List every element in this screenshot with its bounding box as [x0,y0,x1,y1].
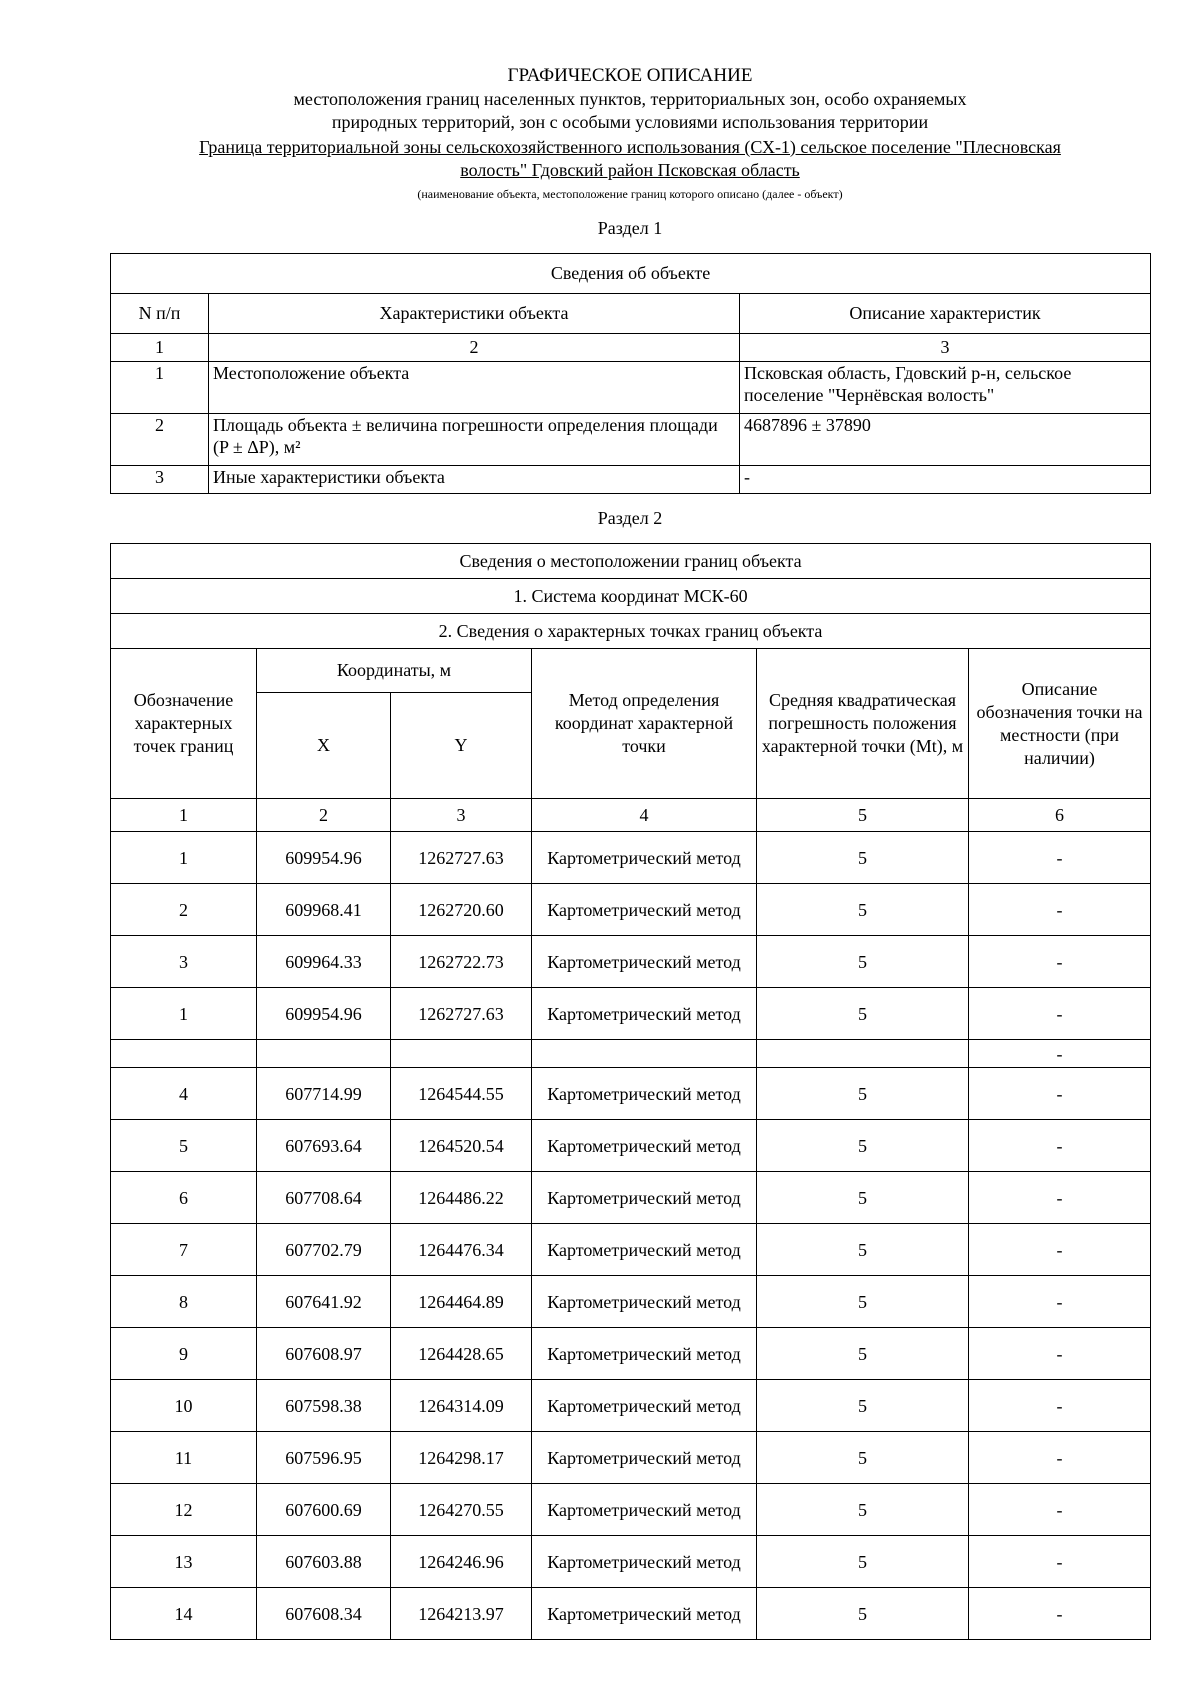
coord-x: 609954.96 [257,988,391,1040]
point-description: - [969,1484,1151,1536]
method: Картометрический метод [532,1536,757,1588]
row-number: 2 [111,414,209,466]
coord-y: 1264428.65 [391,1328,532,1380]
table-row [111,1276,1151,1328]
point-description: - [969,936,1151,988]
point-description: - [969,884,1151,936]
table-row [111,1172,1151,1224]
column-number: 2 [257,799,391,832]
method: Картометрический метод [532,988,757,1040]
table-row [111,1040,1151,1068]
table-row [111,466,1151,494]
row-characteristic: Площадь объекта ± величина погрешности определения площади (P ± ΔP), м² [209,414,740,466]
mean-error: 5 [757,884,969,936]
coord-y: 1264298.17 [391,1432,532,1484]
object-info-title: Сведения об объекте [111,254,1151,294]
points-title: 2. Сведения о характерных точках границ объекта [111,614,1151,649]
point-number: 4 [111,1068,257,1120]
point-number: 5 [111,1120,257,1172]
mean-error: 5 [757,832,969,884]
point-number [111,1040,257,1068]
column-number: 1 [111,334,209,362]
mean-error: 5 [757,1432,969,1484]
point-description: - [969,1068,1151,1120]
header-point-description: Описание обозначения точки на местности (при наличии) [969,649,1151,799]
point-description: - [969,1380,1151,1432]
mean-error: 5 [757,1068,969,1120]
table-row [111,1484,1151,1536]
point-number: 14 [111,1588,257,1640]
header-n: N п/п [111,294,209,334]
method: Картометрический метод [532,1432,757,1484]
document-subtitle-line-1: местоположения границ населенных пунктов, территориальных зон, особо охраняемых [293,89,967,109]
document-subtitle-line-2: природных территорий, зон с особыми условиями использования территории [331,112,929,132]
point-description: - [969,988,1151,1040]
mean-error: 5 [757,1484,969,1536]
coord-y: 1262720.60 [391,884,532,936]
point-description: - [969,1224,1151,1276]
coord-x: 607596.95 [257,1432,391,1484]
coord-x [257,1040,391,1068]
method: Картометрический метод [532,1120,757,1172]
point-number: 12 [111,1484,257,1536]
point-description: - [969,1040,1151,1068]
coordinate-system: 1. Система координат МСК-60 [111,579,1151,614]
point-number: 2 [111,884,257,936]
row-characteristic: Местоположение объекта [209,362,740,414]
table-row [111,1224,1151,1276]
point-number: 9 [111,1328,257,1380]
point-description: - [969,1120,1151,1172]
header-y: Y [391,693,532,799]
method: Картометрический метод [532,936,757,988]
document-title: ГРАФИЧЕСКОЕ ОПИСАНИЕ [507,65,753,86]
header-method: Метод определения координат характерной точки [532,649,757,799]
mean-error: 5 [757,936,969,988]
header-mean-error: Средняя квадратическая погрешность положения характерной точки (Mt), м [757,649,969,799]
mean-error: 5 [757,1172,969,1224]
method [532,1040,757,1068]
coord-y: 1264464.89 [391,1276,532,1328]
coord-x: 607641.92 [257,1276,391,1328]
header-point-designation: Обозначение характерных точек границ [111,649,257,799]
table-row [111,1432,1151,1484]
object-info-table [110,253,1151,494]
point-number: 1 [111,832,257,884]
point-number: 7 [111,1224,257,1276]
column-number: 6 [969,799,1151,832]
coord-y: 1262722.73 [391,936,532,988]
method: Картометрический метод [532,1068,757,1120]
mean-error: 5 [757,1380,969,1432]
point-number: 10 [111,1380,257,1432]
mean-error [757,1040,969,1068]
point-number: 13 [111,1536,257,1588]
mean-error: 5 [757,1224,969,1276]
table-row [111,1068,1151,1120]
method: Картометрический метод [532,1276,757,1328]
row-description: - [740,466,1151,494]
boundary-info-title: Сведения о местоположении границ объекта [111,544,1151,579]
mean-error: 5 [757,1588,969,1640]
header-x: X [257,693,391,799]
mean-error: 5 [757,1536,969,1588]
object-name-note: (наименование объекта, местоположение границ которого описано (далее - объект) [417,187,843,201]
boundary-points-table [110,543,1151,1640]
mean-error: 5 [757,1120,969,1172]
coord-x: 607693.64 [257,1120,391,1172]
document-header [110,64,1150,202]
point-description: - [969,1276,1151,1328]
point-description: - [969,1328,1151,1380]
coord-y: 1264314.09 [391,1380,532,1432]
table-row [111,1328,1151,1380]
mean-error: 5 [757,1276,969,1328]
coord-y: 1262727.63 [391,832,532,884]
method: Картометрический метод [532,1484,757,1536]
coord-x: 607608.97 [257,1328,391,1380]
coord-x: 607714.99 [257,1068,391,1120]
section-2-label: Раздел 2 [597,508,663,528]
table-row [111,936,1151,988]
coord-x: 609964.33 [257,936,391,988]
coord-y: 1264544.55 [391,1068,532,1120]
table-row [111,832,1151,884]
point-number: 6 [111,1172,257,1224]
coord-x: 607708.64 [257,1172,391,1224]
column-number: 5 [757,799,969,832]
coord-y: 1264213.97 [391,1588,532,1640]
point-description: - [969,1588,1151,1640]
row-number: 3 [111,466,209,494]
method: Картометрический метод [532,1224,757,1276]
method: Картометрический метод [532,832,757,884]
coord-y: 1264520.54 [391,1120,532,1172]
coord-y: 1264270.55 [391,1484,532,1536]
table-row [111,414,1151,466]
method: Картометрический метод [532,1588,757,1640]
point-number: 3 [111,936,257,988]
header-description: Описание характеристик [740,294,1151,334]
coord-x: 607603.88 [257,1536,391,1588]
coord-x: 607600.69 [257,1484,391,1536]
header-characteristics: Характеристики объекта [209,294,740,334]
column-number: 1 [111,799,257,832]
point-description: - [969,1172,1151,1224]
point-description: - [969,1432,1151,1484]
point-description: - [969,1536,1151,1588]
column-number: 3 [391,799,532,832]
object-name-line-1: Граница территориальной зоны сельскохозяйственного использования (СХ-1) сельское поселение "Плесновская [199,137,1061,157]
row-characteristic: Иные характеристики объекта [209,466,740,494]
header-coordinates: Координаты, м [257,649,532,693]
row-description: Псковская область, Гдовский р-н, сельское поселение "Чернёвская волость" [740,362,1151,414]
point-number: 1 [111,988,257,1040]
section-1-label: Раздел 1 [597,218,663,238]
coord-y: 1264486.22 [391,1172,532,1224]
coord-y: 1262727.63 [391,988,532,1040]
mean-error: 5 [757,1328,969,1380]
row-description: 4687896 ± 37890 [740,414,1151,466]
coord-y [391,1040,532,1068]
coord-y: 1264476.34 [391,1224,532,1276]
table-row [111,1120,1151,1172]
coord-x: 609954.96 [257,832,391,884]
method: Картометрический метод [532,1380,757,1432]
table-row [111,362,1151,414]
points-body [111,832,1151,1640]
column-number: 2 [209,334,740,362]
table-row [111,1588,1151,1640]
point-number: 8 [111,1276,257,1328]
table-row [111,1536,1151,1588]
coord-x: 607608.34 [257,1588,391,1640]
table-row [111,1380,1151,1432]
row-number: 1 [111,362,209,414]
method: Картометрический метод [532,1328,757,1380]
method: Картометрический метод [532,1172,757,1224]
coord-y: 1264246.96 [391,1536,532,1588]
table-row [111,884,1151,936]
object-name-line-2: волость" Гдовский район Псковская область [460,160,800,180]
mean-error: 5 [757,988,969,1040]
coord-x: 609968.41 [257,884,391,936]
column-number: 3 [740,334,1151,362]
method: Картометрический метод [532,884,757,936]
point-description: - [969,832,1151,884]
coord-x: 607702.79 [257,1224,391,1276]
column-number: 4 [532,799,757,832]
object-name [110,136,1150,182]
table-row [111,988,1151,1040]
coord-x: 607598.38 [257,1380,391,1432]
point-number: 11 [111,1432,257,1484]
